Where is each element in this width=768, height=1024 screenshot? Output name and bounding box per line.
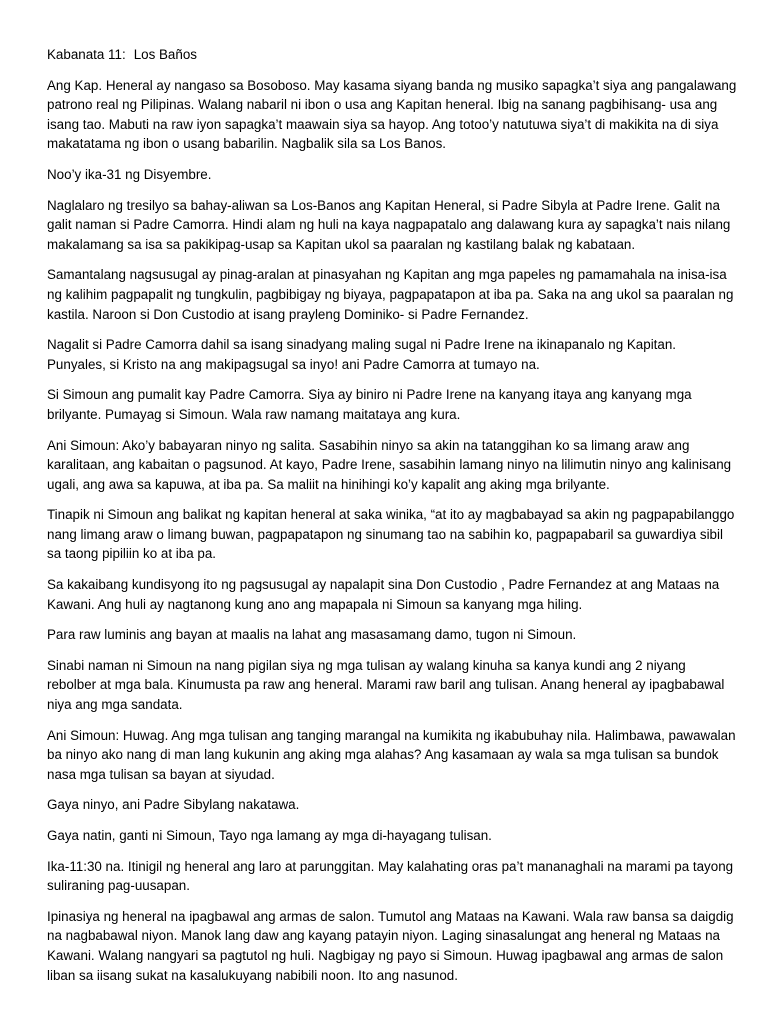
- document-page: [47, 45, 737, 996]
- paragraph-16: Ipinasiya ng heneral na ipagbawal ang armas de salon. Tumutol ang Mataas na Kawani. Wala raw bansa sa daigdig na nagbabawal niyon. Manok lang daw ang kayang patayin niyon. Laging sinasalungat ang heneral ng Mataas na Kawani. Walang nangyari sa pagtutol ng huli. Nagbigay ng payo si Simoun. Huwag ipagbawal ang armas de salon liban sa iisang sukat na kasalukuyang nabibili noon. Ito ang nasunod.: [47, 908, 734, 983]
- paragraph-1: Ang Kap. Heneral ay nangaso sa Bosoboso. May kasama siyang banda ng musiko sapagka’t siya ang pangalawang patrono real ng Pilipinas. Walang nabaril ni ibon o usa ang Kapitan heneral. Ibig na sanang pagbihisang- usa ang isang tao. Mabuti na raw iyon sapagka’t maawain siya sa hayop. Ang totoo’y natutuwa siya’t di makikita na di siya makatatama ng ibon o usang babarilin. Nagbalik sila sa Los Banos.: [47, 77, 737, 152]
- paragraph-8: Tinapik ni Simoun ang balikat ng kapitan heneral at saka winika, “at ito ay magbabayad sa akin ng pagpapabilanggo nang limang araw o limang buwan, pagpapatapon ng sinumang tao na sabihin ko, pagpapabaril sa guwardiya sibil sa taong pipiliin ko at iba pa.: [47, 507, 735, 562]
- paragraph-13: Gaya ninyo, ani Padre Sibylang nakatawa.: [47, 797, 300, 813]
- chapter-title: Los Baños: [133, 47, 197, 62]
- paragraph-9: Sa kakaibang kundisyong ito ng pagsusugal ay napalapit sina Don Custodio , Padre Fernandez at ang Mataas na Kawani. Ang huli ay nagtanong kung ano ang mapapala ni Simoun sa kanyang mga hiling.: [47, 577, 720, 612]
- chapter-label: Kabanata 11:: [47, 47, 126, 62]
- chapter-heading: [47, 45, 737, 65]
- paragraph-10: Para raw luminis ang bayan at maalis na lahat ang masasamang damo, tugon ni Simoun.: [47, 627, 577, 643]
- paragraph-5: Nagalit si Padre Camorra dahil sa isang sinadyang maling sugal ni Padre Irene na ikinapanalo ng Kapitan. Punyales, si Kristo na ang makipagsugal sa inyo! ani Padre Camorra at tumayo na.: [47, 337, 677, 372]
- paragraph-7: Ani Simoun: Ako’y babayaran ninyo ng salita. Sasabihin ninyo sa akin na tatanggihan ko sa limang araw ang karalitaan, ang kabaitan o pagsunod. At kayo, Padre Irene, sasabihin lamang ninyo na lilimutin ninyo ang kalinisang ugali, ang awa sa kapuwa, at iba pa. Sa maliit na hinihingi ko’y kapalit ang aking mga brilyante.: [47, 437, 732, 492]
- paragraph-3: Naglalaro ng tresilyo sa bahay-aliwan sa Los-Banos ang Kapitan Heneral, si Padre Sibyla at Padre Irene. Galit na galit naman si Padre Camorra. Hindi alam ng huli na kaya nagpapatalo ang dalawang kura ay sapagka’t nais nilang makalamang sa isa sa pakikipag-usap sa Kapitan ukol sa paaralan ng kastilang balak ng kabataan.: [47, 197, 731, 252]
- paragraph-15: Ika-11:30 na. Itinigil ng heneral ang laro at parunggitan. May kalahating oras pa’t mananaghali na marami pa tayong suliraning pag-uusapan.: [47, 858, 734, 894]
- paragraph-12: Ani Simoun: Huwag. Ang mga tulisan ang tanging marangal na kumikita ng ikabubuhay nila. Halimbawa, pawawalan ba ninyo ako nang di man lang kukunin ang aking mga alahas? Ang kasamaan ay wala sa mga tulisan sa bundok nasa mga tulisan sa bayan at siyudad.: [47, 727, 736, 782]
- paragraph-6: Si Simoun ang pumalit kay Padre Camorra. Siya ay biniro ni Padre Irene na kanyang itaya ang kanyang mga brilyante. Pumayag si Simoun. Wala raw namang maitataya ang kura.: [47, 387, 692, 422]
- paragraph-14: Gaya natin, ganti ni Simoun, Tayo nga lamang ay mga di-hayagang tulisan.: [47, 828, 492, 843]
- paragraph-4: Samantalang nagsusugal ay pinag-aralan at pinasyahan ng Kapitan ang mga papeles ng pamamahala na inisa-isa ng kalihim pagpapalit ng tungkulin, pagbibigay ng biyaya, pagpapatapon at iba pa. Saka na ang ukol sa paaralan ng kastila. Naroon si Don Custodio at isang prayleng Dominiko- si Padre Fernandez.: [47, 267, 734, 322]
- paragraph-11: Sinabi naman ni Simoun na nang pigilan siya ng mga tulisan ay walang kinuha sa kanya kundi ang 2 niyang rebolber at mga bala. Kinumusta pa raw ang heneral. Marami raw baril ang tulisan. Anang heneral ay ipagbabawal niya ang mga sandata.: [47, 657, 725, 713]
- paragraph-2: Noo’y ika-31 ng Disyembre.: [47, 166, 212, 182]
